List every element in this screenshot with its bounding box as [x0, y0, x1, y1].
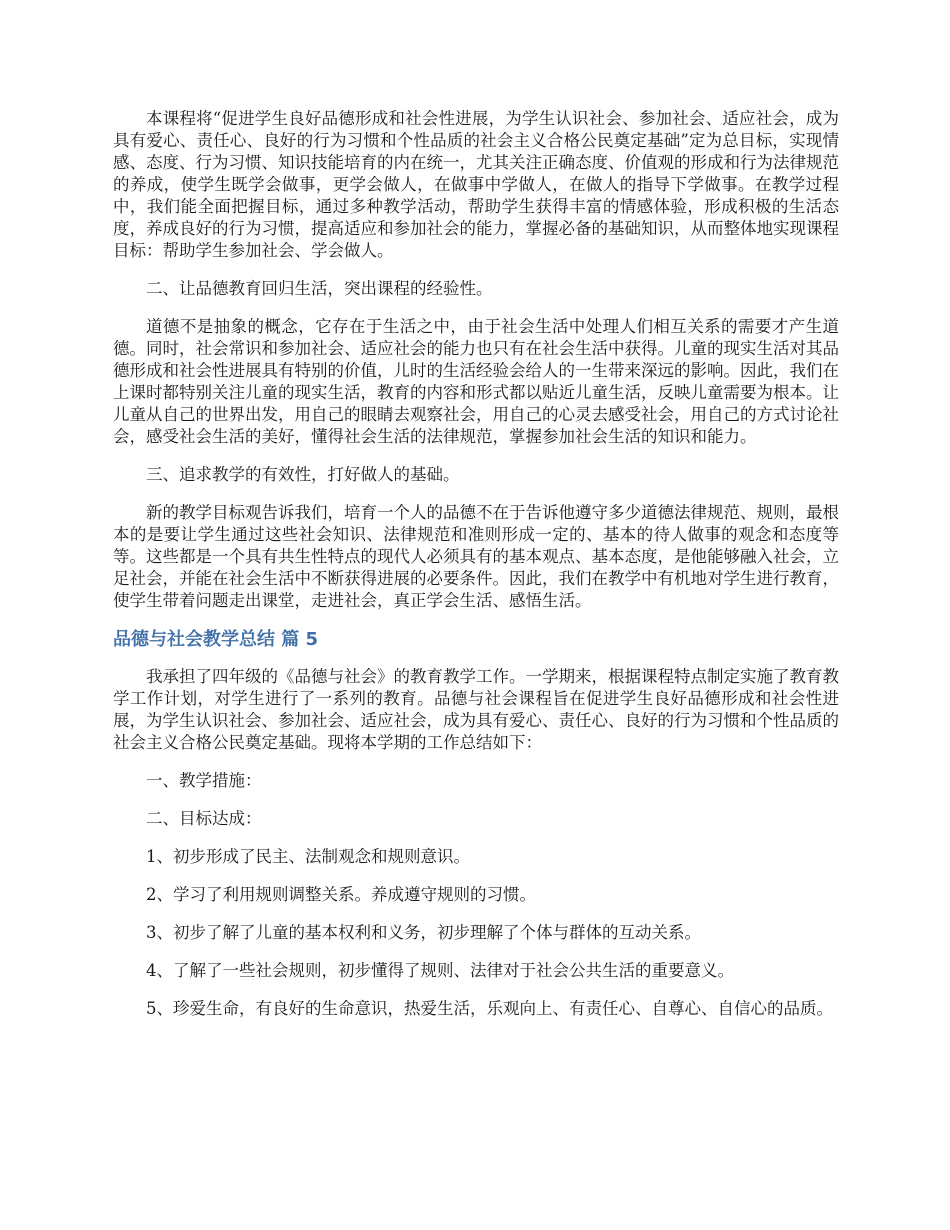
list-item-goals-achieved: 二、目标达成： [146, 809, 262, 828]
list-item-goal-1: 1、初步形成了民主、法制观念和规则意识。 [146, 847, 470, 866]
paragraph-morality-in-life: 道德不是抽象的概念，它存在于生活之中，由于社会生活中处理人们相互关系的需要才产生道德。同时，社会常识和参加社会、适应社会的能力也只有在社会生活中获得。儿童的现实生活对其品德形成和社会性进展具有特别的价值，儿时的生活经验会给人的一生带来深远的影响。因此，我们在上课时都特别关注儿童的现实生活，教育的内容和形式都以贴近儿童生活，反映儿童需要为根本。让儿童从自己的世界出发，用自己的眼睛去观察社会，用自己的心灵去感受社会，用自己的方式讨论社会，感受社会生活的美好，懂得社会生活的法律规范，掌握参加社会生活的知识和能力。 [113, 317, 839, 446]
list-item-goal-4: 4、了解了一些社会规则，初步懂得了规则、法律对于社会公共生活的重要意义。 [146, 961, 734, 980]
section-title-effectiveness: 三、追求教学的有效性，打好做人的基础。 [146, 465, 460, 484]
list-item-teaching-measures: 一、教学措施： [146, 771, 262, 790]
document-page [113, 108, 839, 1036]
paragraph-intro-summary: 我承担了四年级的《品德与社会》的教育教学工作。一学期来，根据课程特点制定实施了教育教学工作计划，对学生进行了一系列的教育。品德与社会课程旨在促进学生良好品德形成和社会性进展，为学生认识社会、参加社会、适应社会，成为具有爱心、责任心、良好的行为习惯和个性品质的社会主义合格公民奠定基础。现将本学期的工作总结如下： [113, 667, 839, 752]
list-item-goal-2: 2、学习了利用规则调整关系。养成遵守规则的习惯。 [146, 885, 536, 904]
paragraph-course-goal: 本课程将“促进学生良好品德形成和社会性进展，为学生认识社会、参加社会、适应社会，成为具有爱心、责任心、良好的行为习惯和个性品质的社会主义合格公民奠定基础”定为总目标，实现情感、态度、行为习惯、知识技能培育的内在统一，尤其关注正确态度、价值观的形成和行为法律规范的养成，使学生既学会做事，更学会做人，在做事中学做人，在做人的指导下学做事。在教学过程中，我们能全面把握目标，通过多种教学活动，帮助学生获得丰富的情感体验，形成积极的生活态度，养成良好的行为习惯，提高适应和参加社会的能力，掌握必备的基础知识，从而整体地实现课程目标：帮助学生参加社会、学会做人。 [113, 109, 839, 260]
list-item-goal-5: 5、珍爱生命，有良好的生命意识，热爱生活，乐观向上、有责任心、自尊心、自信心的品质。 [146, 999, 833, 1018]
paragraph-teaching-goals: 新的教学目标观告诉我们，培育一个人的品德不在于告诉他遵守多少道德法律规范、规则，最根本的是要让学生通过这些社会知识、法律规范和准则形成一定的、基本的待人做事的观念和态度等等。这些都是一个具有共生性特点的现代人必须具有的基本观点、基本态度，是他能够融入社会，立足社会，并能在社会生活中不断获得进展的必要条件。因此，我们在教学中有机地对学生进行教育，使学生带着问题走出课堂，走进社会，真正学会生活、感悟生活。 [113, 503, 839, 610]
section-title-life-education: 二、让品德教育回归生活，突出课程的经验性。 [146, 279, 493, 298]
list-item-goal-3: 3、初步了解了儿童的基本权利和义务，初步理解了个体与群体的互动关系。 [146, 923, 701, 942]
article-heading: 品德与社会教学总结 篇 5 [113, 629, 319, 650]
